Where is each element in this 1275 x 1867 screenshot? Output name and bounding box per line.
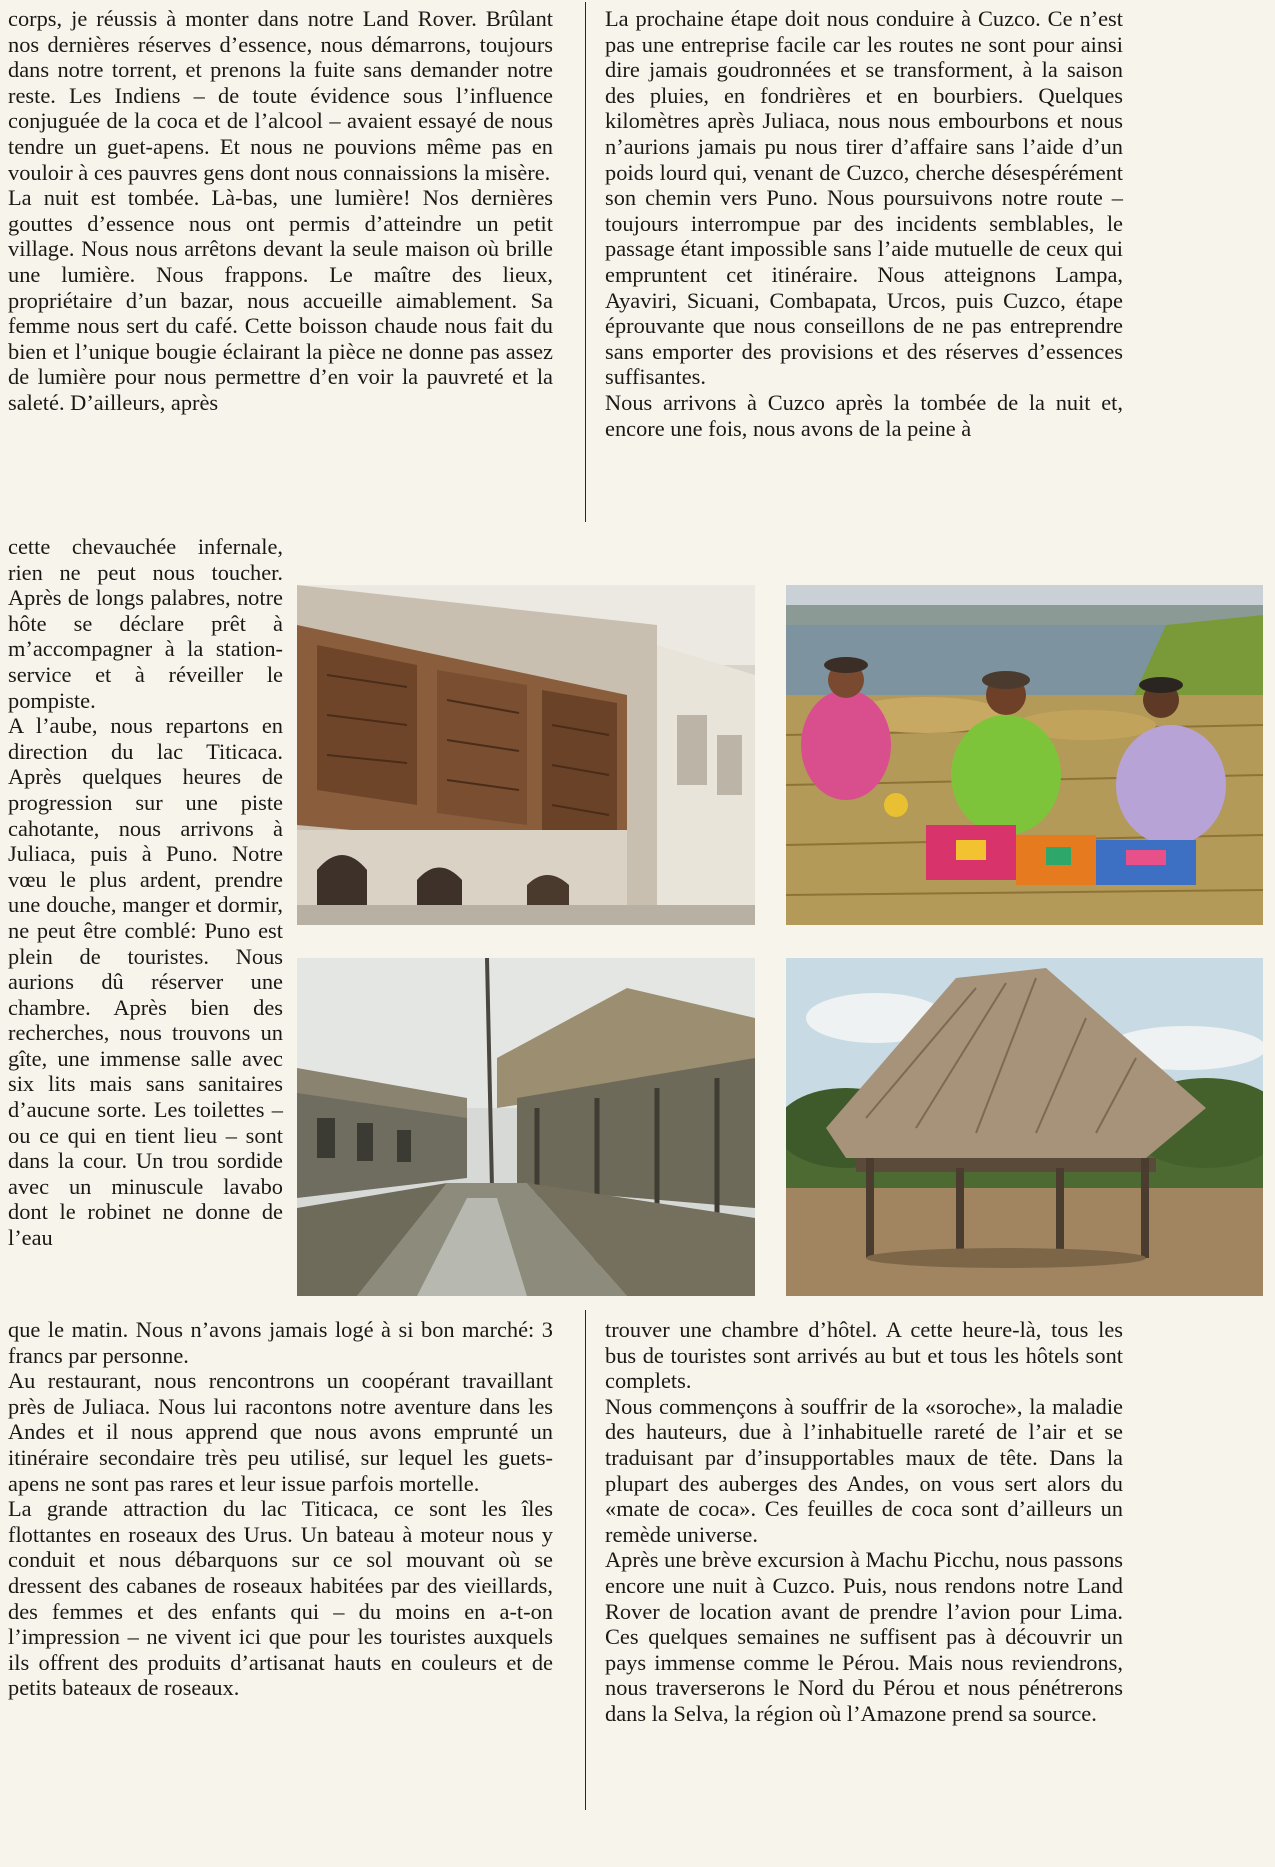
photo-reed-island-women — [786, 585, 1263, 925]
paragraph: que le matin. Nous n’avons jamais logé à si bon marché: 3 francs par personne. — [8, 1317, 553, 1368]
column-narrow — [8, 534, 283, 1251]
paragraph: Après une brève excursion à Machu Picchu, nous passons encore une nuit à Cuzco. Puis, nous rendons notre Land Rover de location avant de prendre l’avion pour Lima. Ces quelques semaines ne suffisent pas à découvrir un pays immense comme le Pérou. Mais nous reviendrons, nous traverserons le Nord du Pérou et nous pénétrerons dans la Selva, la région où l’Amazone prend sa source. — [605, 1547, 1123, 1726]
paragraph: Au restaurant, nous rencontrons un coopérant travaillant près de Juliaca. Nous lui racontons notre aventure dans les Andes et il nous apprend que nous avons emprunté un itinéraire secondaire très peu utilisé, sur lequel les guets-apens ne sont pas rares et leur issue parfois mortelle. — [8, 1368, 553, 1496]
column-bottom-right — [605, 1317, 1123, 1727]
paragraph: cette chevauchée infernale, rien ne peut nous toucher. Après de longs palabres, notre hôte se déclare prêt à m’accompagner à la station-service et à réveiller le pompiste. — [8, 534, 283, 713]
photo-muddy-street — [297, 958, 755, 1296]
paragraph: A l’aube, nous repartons en direction du lac Titicaca. Après quelques heures de progression sur une piste cahotante, nous arrivons à Juliaca, puis à Puno. Notre vœu le plus ardent, prendre une douche, manger et dormir, ne peut être comblé: Puno est plein de touristes. Nous aurions dû réserver une chambre. Après bien des recherches, nous trouvons un gîte, une immense salle avec six lits mais sans sanitaires d’aucune sorte. Les toilettes – ou ce qui en tient lieu – sont dans la cour. Un trou sordide avec un minuscule lavabo dont le robinet ne donne de l’eau — [8, 713, 283, 1251]
column-top-right — [605, 6, 1123, 441]
column-divider-bottom — [585, 1310, 586, 1810]
column-divider-top — [585, 2, 586, 522]
photo-thatched-hut — [786, 958, 1263, 1296]
paragraph: Nous commençons à souffrir de la «soroche», la maladie des hauteurs, due à l’inhabituelle rareté de l’air et se traduisant par d’insupportables maux de tête. Dans la plupart des auberges des Andes, on vous sert alors du «mate de coca». Ces feuilles de coca sont d’ailleurs un remède universe. — [605, 1393, 1123, 1547]
paragraph: trouver une chambre d’hôtel. A cette heure-là, tous les bus de touristes sont arrivés au but et tous les hôtels sont complets. — [605, 1317, 1123, 1394]
column-bottom-left — [8, 1317, 553, 1701]
paragraph: Nous arrivons à Cuzco après la tombée de la nuit et, encore une fois, nous avons de la peine à — [605, 389, 1123, 441]
paragraph: La grande attraction du lac Titicaca, ce sont les îles flottantes en roseaux des Urus. Un bateau à moteur nous y conduit et nous débarquons sur ce sol mouvant où se dressent des cabanes de roseaux habitées par des vieillards, des femmes et des enfants qui – du moins en a-t-on l’impression – ne vivent ici que pour les touristes auxquels ils offrent des produits d’artisanat hauts en couleurs et de petits bateaux de roseaux. — [8, 1496, 553, 1701]
column-top-left — [8, 6, 553, 416]
paragraph: La nuit est tombée. Là-bas, une lumière! Nos dernières gouttes d’essence nous ont permis d’atteindre un petit village. Nous nous arrêtons devant la seule maison où brille une lumière. Nous frappons. Le maître des lieux, propriétaire d’un bazar, nous accueille aimablement. Sa femme nous sert du café. Cette boisson chaude nous fait du bien et l’unique bougie éclairant la pièce ne donne pas assez de lumière pour nous permettre d’en voir la pauvreté et la saleté. D’ailleurs, après — [8, 185, 553, 415]
paragraph: corps, je réussis à monter dans notre Land Rover. Brûlant nos dernières réserves d’essence, nous démarrons, toujours dans notre torrent, et prenons la fuite sans demander notre reste. Les Indiens – de toute évidence sous l’influence conjuguée de la coca et de l’alcool – avaient essayé de nous tendre un guet-apens. Et nous ne pouvions même pas en vouloir à ces pauvres gens dont nous connaissions la misère. — [8, 6, 553, 185]
paragraph: La prochaine étape doit nous conduire à Cuzco. Ce n’est pas une entreprise facile car les routes ne sont pour ainsi dire jamais goudronnées et se transforment, à la saison des pluies, en fondrières et en bourbiers. Quelques kilomètres après Juliaca, nous nous embourbons et nous n’aurions jamais pu nous tirer d’affaire sans l’aide d’un poids lourd qui, venant de Cuzco, cherche désespérément son chemin vers Puno. Nous poursuivons notre route – toujours interrompue par des incidents semblables, le passage étant impossible sans l’aide mutuelle de ceux qui empruntent cet itinéraire. Nous atteignons Lampa, Ayaviri, Sicuani, Combapata, Urcos, puis Cuzco, étape éprouvante que nous conseillons de ne pas entreprendre sans emporter des provisions et des réserves d’essences suffisantes. — [605, 6, 1123, 390]
photo-colonial-balconies — [297, 585, 755, 925]
